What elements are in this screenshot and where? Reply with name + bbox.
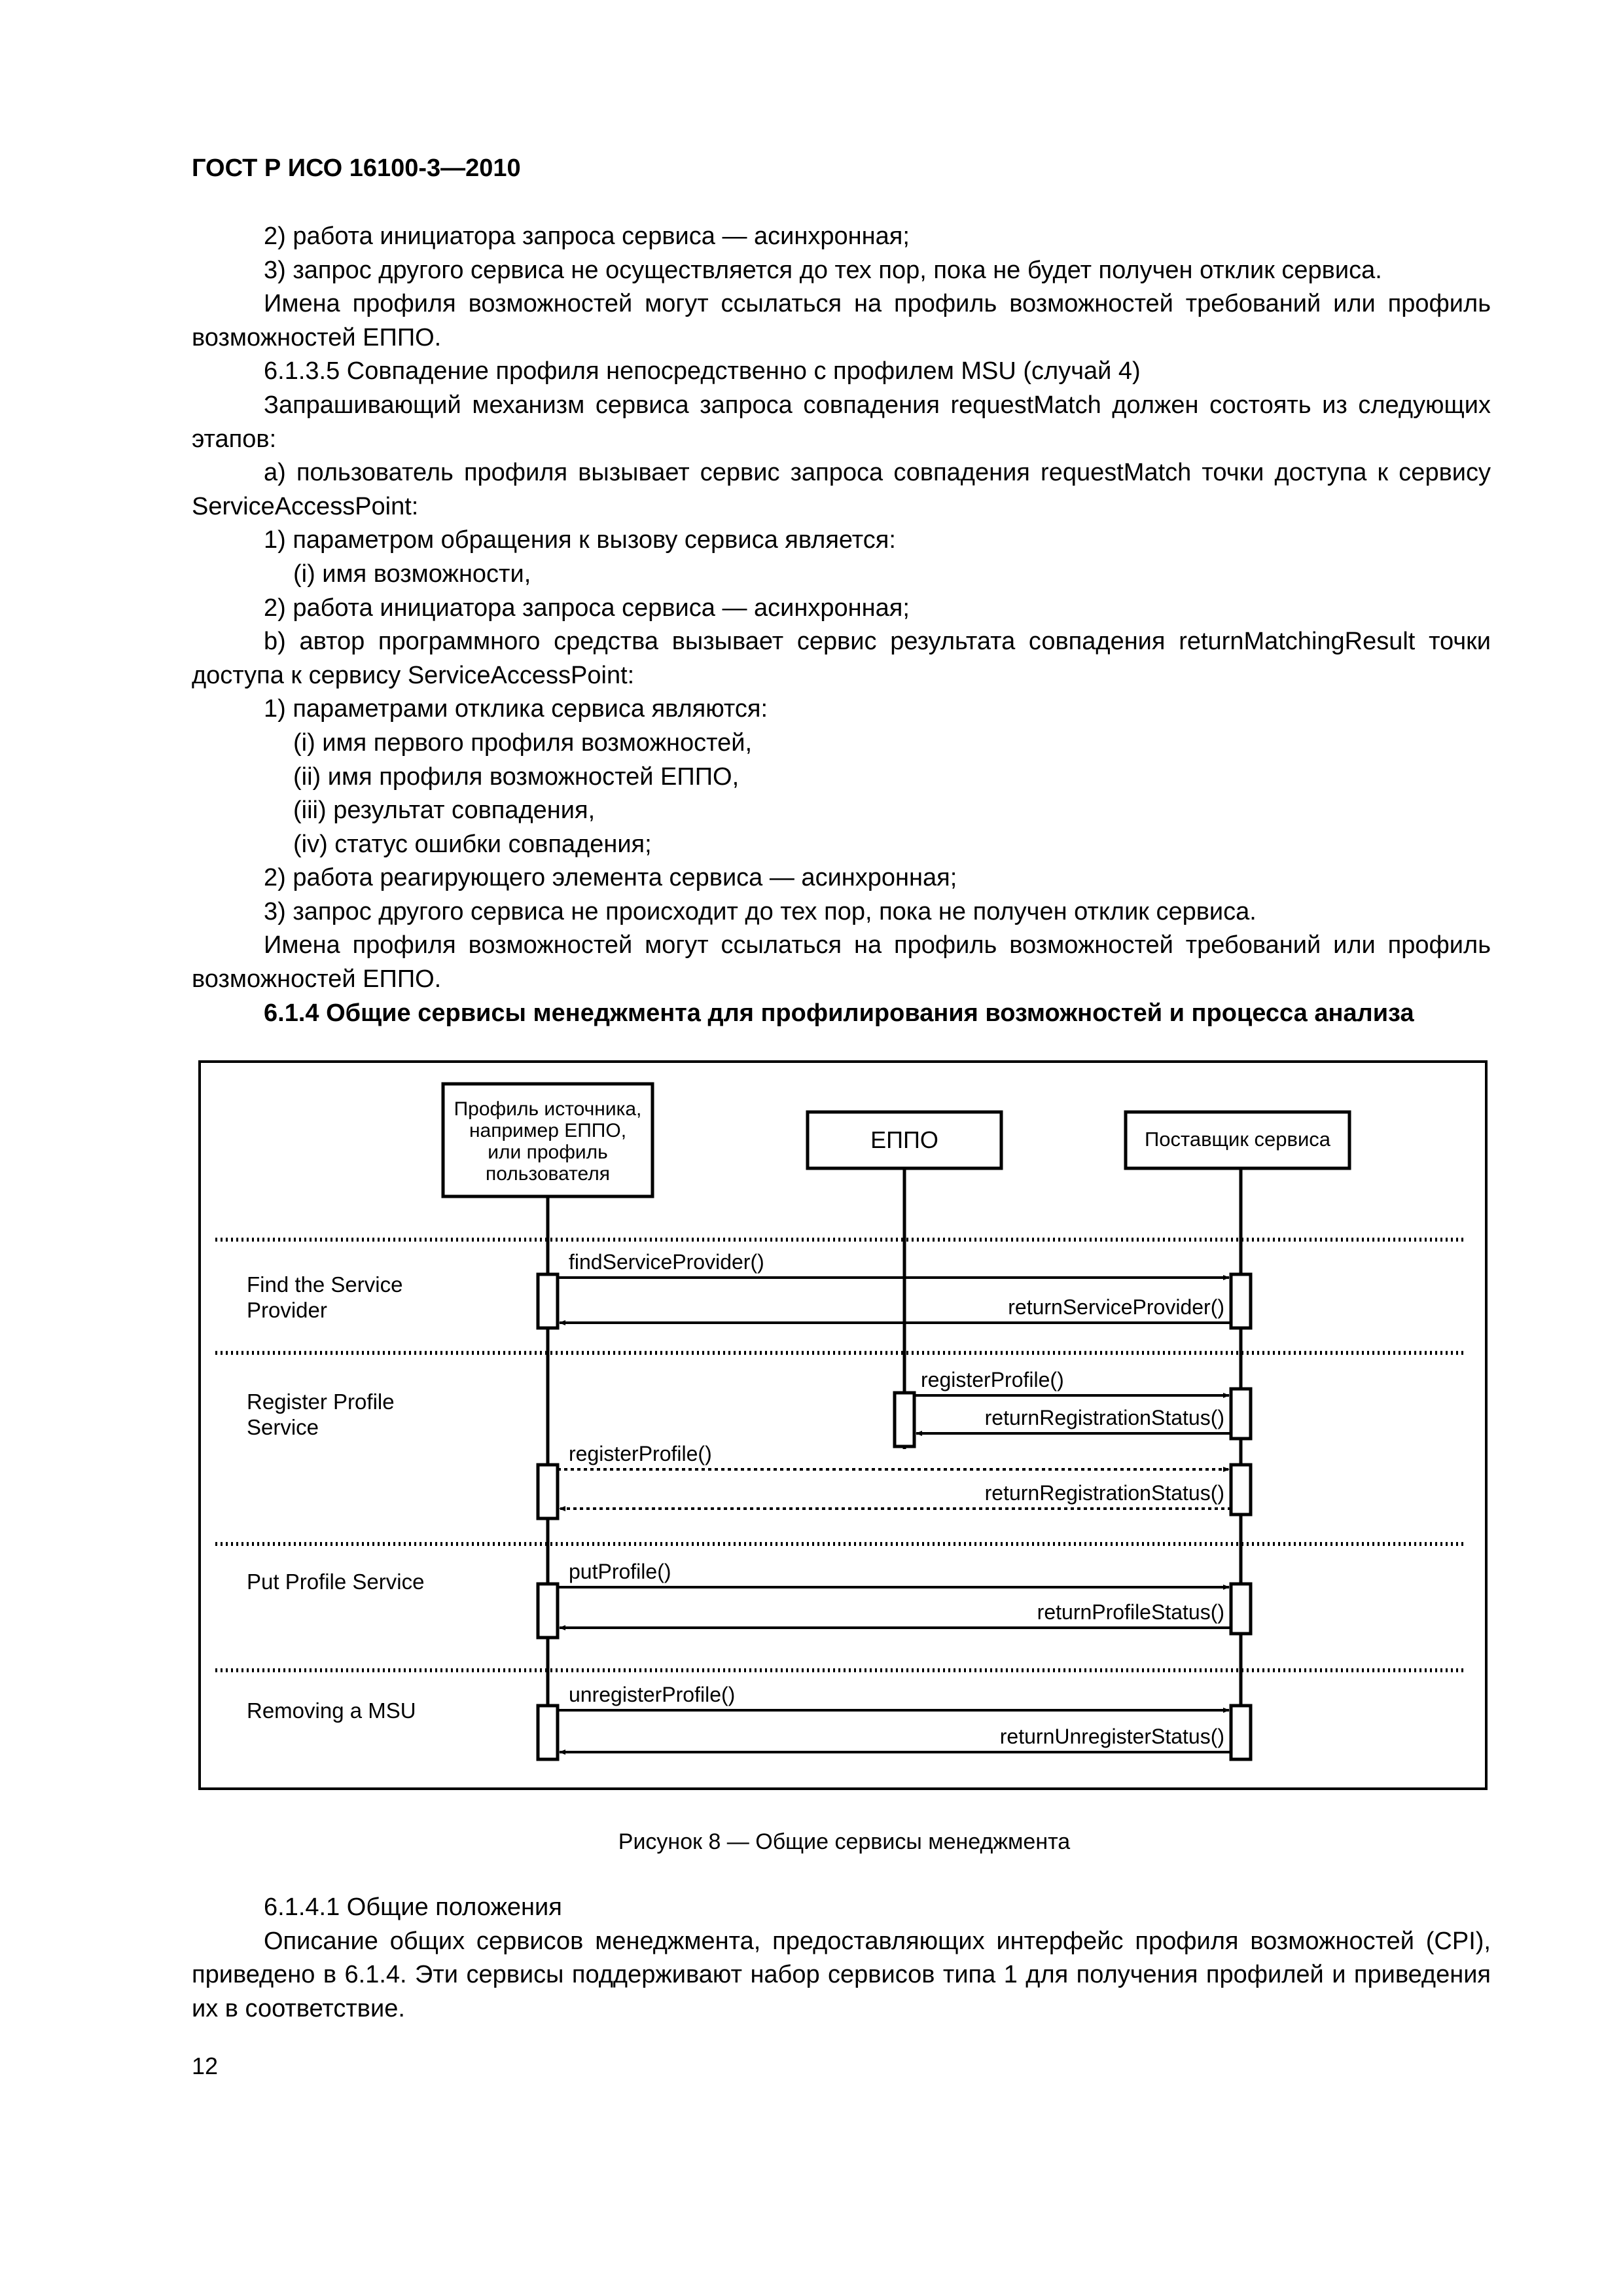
paragraph: 1) параметром обращения к вызову сервиса является: bbox=[264, 526, 896, 554]
paragraph: Имена профиля возможностей могут ссылаться на профиль возможностей требований или профиль возможностей ЕППО. bbox=[192, 931, 1491, 994]
section-title: 6.1.4.1 Общие положения bbox=[264, 1893, 562, 1921]
paragraph: Описание общих сервисов менеджмента, предоставляющих интерфейс профиля возможностей (CPI), приведено в 6.1.4. Эти сервисы поддерживают набор сервисов типа 1 для получения профилей и приведения их в соответствие. bbox=[192, 1927, 1491, 2022]
message-label-find: findServiceProvider() bbox=[569, 1250, 764, 1274]
message-label-put: putProfile() bbox=[569, 1560, 671, 1583]
paragraph: 3) запрос другого сервиса не осуществляется до тех пор, пока не будет получен отклик сервиса. bbox=[264, 256, 1382, 284]
message-label-return-profile-status: returnProfileStatus() bbox=[1037, 1600, 1224, 1624]
sequence-diagram bbox=[198, 1060, 1488, 1790]
section-heading: 6.1.4 Общие сервисы менеджмента для профилирования возможностей и процесса анализа bbox=[264, 999, 1414, 1027]
paragraph: Имена профиля возможностей могут ссылаться на профиль возможностей требований или профиль возможностей ЕППО. bbox=[192, 290, 1491, 351]
activation-box bbox=[538, 1465, 558, 1518]
activation-box bbox=[538, 1584, 558, 1638]
paragraph: b) автор программного средства вызывает сервис результата совпадения returnMatchingResult точки доступа к сервису ServiceAccessPoint: bbox=[192, 628, 1491, 689]
activation-box bbox=[538, 1274, 558, 1328]
paragraph: (i) имя первого профиля возможностей, bbox=[293, 728, 753, 757]
activation-box bbox=[538, 1706, 558, 1759]
message-label-return-unregister: returnUnregisterStatus() bbox=[999, 1725, 1224, 1748]
message-label-register-source: registerProfile() bbox=[569, 1442, 712, 1465]
section-label-register-line-1: Register Profile bbox=[247, 1390, 395, 1414]
paragraph: 2) работа инициатора запроса сервиса — асинхронная; bbox=[264, 223, 910, 250]
activation-box bbox=[1231, 1584, 1251, 1634]
activation-box bbox=[895, 1393, 914, 1446]
paragraph: Запрашивающий механизм сервиса запроса совпадения requestMatch должен состоять из следующих этапов: bbox=[192, 391, 1491, 453]
paragraph: (iv) статус ошибки совпадения; bbox=[293, 830, 652, 858]
paragraph: 1) параметрами отклика сервиса являются: bbox=[264, 695, 768, 723]
section-label-find-line-2: Provider bbox=[247, 1298, 327, 1322]
paragraph: а) пользователь профиля вызывает сервис запроса совпадения requestMatch точки доступа к сервису ServiceAccessPoint: bbox=[192, 459, 1491, 520]
actor-source-line-1: Профиль источника, bbox=[454, 1098, 642, 1120]
paragraph: (iii) результат совпадения, bbox=[293, 797, 596, 825]
document-header: ГОСТ Р ИСО 16100-3—2010 bbox=[192, 154, 521, 182]
paragraph: 2) работа инициатора запроса сервиса — асинхронная; bbox=[264, 594, 910, 622]
paragraph: 2) работа реагирующего элемента сервиса — асинхронная; bbox=[264, 864, 957, 892]
section-label-find-line-1: Find the Service bbox=[247, 1272, 403, 1297]
actor-source-line-4: пользователя bbox=[486, 1163, 610, 1185]
actor-source-line-2: например ЕППО, bbox=[469, 1120, 627, 1141]
paragraph: (ii) имя профиля возможностей ЕППО, bbox=[293, 762, 740, 791]
page-number: 12 bbox=[192, 2053, 219, 2079]
message-label-register-eppo: registerProfile() bbox=[921, 1368, 1064, 1391]
message-label-return-registration-source: returnRegistrationStatus() bbox=[984, 1481, 1224, 1505]
activation-box bbox=[1231, 1274, 1251, 1328]
actor-eppo-label: ЕППО bbox=[870, 1126, 938, 1153]
activation-box bbox=[1231, 1465, 1251, 1515]
message-label-return-provider: returnServiceProvider() bbox=[1008, 1295, 1224, 1319]
section-title: 6.1.3.5 Совпадение профиля непосредственно с профилем MSU (случай 4) bbox=[264, 357, 1141, 386]
body-text-continued bbox=[192, 1891, 1491, 2026]
activation-box bbox=[1231, 1706, 1251, 1759]
actor-source-line-3: или профиль bbox=[488, 1141, 608, 1163]
actor-provider-label: Поставщик сервиса bbox=[1144, 1128, 1331, 1151]
paragraph: (i) имя возможности, bbox=[293, 560, 531, 588]
body-text bbox=[192, 220, 1491, 1030]
section-label-put: Put Profile Service bbox=[247, 1570, 425, 1594]
section-label-register-line-2: Service bbox=[247, 1415, 319, 1439]
figure-caption: Рисунок 8 — Общие сервисы менеджмента bbox=[618, 1829, 1071, 1854]
message-label-unregister: unregisterProfile() bbox=[569, 1683, 736, 1706]
paragraph: 3) запрос другого сервиса не происходит до тех пор, пока не получен отклик сервиса. bbox=[264, 897, 1257, 925]
section-label-remove: Removing a MSU bbox=[247, 1698, 416, 1723]
activation-box bbox=[1231, 1389, 1251, 1439]
message-label-return-registration-eppo: returnRegistrationStatus() bbox=[984, 1406, 1224, 1429]
